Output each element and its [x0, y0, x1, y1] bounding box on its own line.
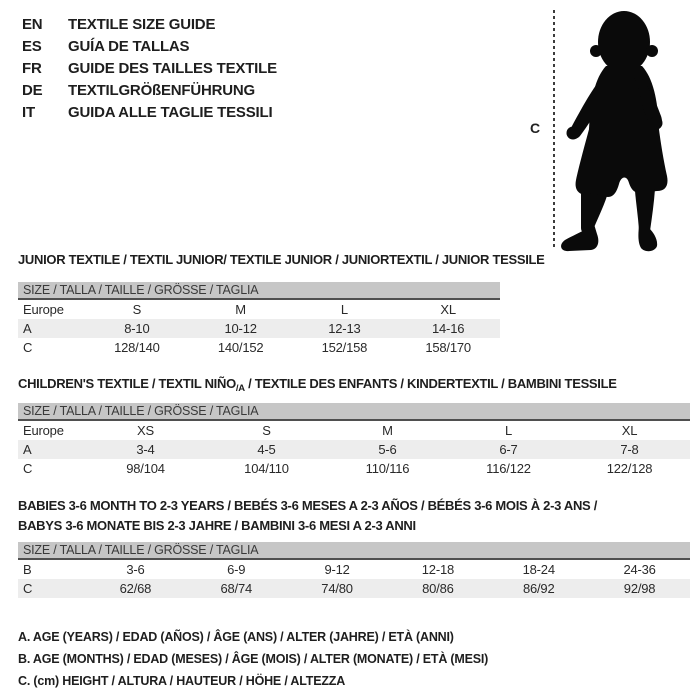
children-section-title	[18, 374, 617, 399]
lang-row-es	[22, 36, 277, 58]
table-row	[18, 579, 690, 598]
size-cell: 4-5	[257, 442, 276, 457]
babies-title-line1: BABIES 3-6 MONTH TO 2-3 YEARS / BEBÉS 3-6 MESES A 2-3 AÑOS / BÉBÉS 3-6 MOIS À 2-3 ANS /	[18, 498, 598, 513]
row-label: B	[23, 562, 32, 577]
lang-row-it	[22, 102, 277, 124]
lang-code: ES	[22, 38, 42, 55]
size-cell: 86/92	[522, 581, 555, 596]
size-cell: 3-4	[136, 442, 155, 457]
size-cell: 5-6	[378, 442, 397, 457]
lang-row-de	[22, 80, 277, 102]
children-title-subscript: /A	[235, 383, 245, 394]
size-cell: M	[382, 423, 393, 438]
size-cell: 74/80	[321, 581, 353, 596]
size-cell: 158/170	[425, 340, 471, 355]
size-cell: 9-12	[324, 562, 350, 577]
size-header-bar: SIZE / TALLA / TAILLE / GRÖSSE / TAGLIA	[18, 282, 500, 300]
size-cell: 6-7	[499, 442, 518, 457]
size-cell: 80/86	[422, 581, 454, 596]
size-cell: 10-12	[224, 321, 257, 336]
lang-title: TEXTILGRÖßENFÜHRUNG	[68, 82, 256, 99]
size-cell: 62/68	[119, 581, 152, 596]
size-cell: 128/140	[114, 340, 160, 355]
size-cell: 12-13	[328, 321, 361, 336]
table-row	[18, 459, 690, 478]
size-cell: 92/98	[623, 581, 656, 596]
size-cell: 152/158	[321, 340, 368, 355]
size-cell: 140/152	[217, 340, 264, 355]
size-cell: S	[132, 302, 142, 317]
size-cell: 18-24	[522, 562, 555, 577]
row-label: C	[23, 581, 33, 596]
size-cell: 116/122	[486, 461, 531, 476]
size-cell: 68/74	[220, 581, 253, 596]
lang-title: GUIDA ALLE TAGLIE TESSILI	[68, 104, 273, 121]
table-row	[18, 421, 690, 440]
size-cell: 122/128	[606, 461, 653, 476]
children-table	[18, 421, 690, 478]
babies-section-title	[18, 496, 597, 536]
size-cell: 110/116	[365, 461, 410, 476]
size-cell: 3-6	[126, 562, 145, 577]
size-header-bar: SIZE / TALLA / TAILLE / GRÖSSE / TAGLIA	[18, 403, 690, 421]
table-row	[18, 338, 500, 357]
size-cell: M	[235, 302, 246, 317]
lang-code: IT	[22, 104, 35, 121]
size-cell: S	[262, 423, 271, 438]
junior-size-table	[18, 282, 500, 357]
babies-title-line2: BABYS 3-6 MONATE BIS 2-3 JAHRE / BAMBINI 3-6 MESI A 2-3 ANNI	[18, 518, 416, 533]
measure-legend	[18, 626, 488, 692]
table-row	[18, 560, 690, 579]
size-cell: XL	[621, 423, 638, 438]
size-cell: 6-9	[227, 562, 246, 577]
size-header-bar: SIZE / TALLA / TAILLE / GRÖSSE / TAGLIA	[18, 542, 690, 560]
lang-code: DE	[22, 82, 43, 99]
size-cell: 14-16	[432, 321, 465, 336]
babies-size-table	[18, 542, 690, 598]
lang-title: GUÍA DE TALLAS	[68, 38, 190, 55]
legend-age-years: A. AGE (YEARS) / EDAD (AÑOS) / ÂGE (ANS) / ALTER (JAHRE) / ETÀ (ANNI)	[18, 630, 454, 644]
size-cell: L	[504, 423, 513, 438]
size-cell: XS	[137, 423, 154, 438]
table-row	[18, 319, 500, 338]
babies-table	[18, 560, 690, 598]
size-cell: 98/104	[126, 461, 165, 476]
size-cell: 8-10	[124, 321, 150, 336]
table-row	[18, 300, 500, 319]
lang-title: GUIDE DES TAILLES TEXTILE	[68, 60, 277, 77]
row-label: Europe	[23, 423, 64, 438]
junior-section-title: JUNIOR TEXTILE / TEXTIL JUNIOR/ TEXTILE JUNIOR / JUNIORTEXTIL / JUNIOR TESSILE	[18, 252, 545, 267]
toddler-silhouette-icon	[556, 4, 696, 252]
lang-row-en	[22, 14, 277, 36]
lang-row-fr	[22, 58, 277, 80]
children-size-table	[18, 403, 690, 478]
row-label: C	[23, 340, 33, 355]
lang-title: TEXTILE SIZE GUIDE	[68, 16, 216, 33]
language-title-block	[22, 14, 277, 124]
table-row	[18, 440, 690, 459]
legend-height-cm: C. (cm) HEIGHT / ALTURA / HAUTEUR / HÖHE / ALTEZZA	[18, 674, 346, 688]
children-title-part1: CHILDREN'S TEXTILE / TEXTIL NIÑO	[18, 376, 236, 391]
size-cell: L	[340, 302, 348, 317]
size-cell: 7-8	[620, 442, 639, 457]
junior-table	[18, 300, 500, 357]
size-cell: 12-18	[421, 562, 455, 577]
height-measure-label: C	[530, 120, 541, 136]
lang-code: EN	[22, 16, 43, 33]
row-label: C	[23, 461, 33, 476]
row-label: A	[23, 442, 32, 457]
lang-code: FR	[22, 60, 42, 77]
size-cell: XL	[440, 302, 456, 317]
height-dashed-line	[553, 10, 555, 248]
row-label: A	[23, 321, 32, 336]
legend-age-months: B. AGE (MONTHS) / EDAD (MESES) / ÂGE (MOIS) / ALTER (MONATE) / ETÀ (MESI)	[18, 652, 489, 666]
children-title-part2: / TEXTILE DES ENFANTS / KINDERTEXTIL / BAMBINI TESSILE	[244, 376, 617, 391]
size-cell: 24-36	[623, 562, 656, 577]
row-label: Europe	[23, 302, 64, 317]
size-cell: 104/110	[244, 461, 289, 476]
